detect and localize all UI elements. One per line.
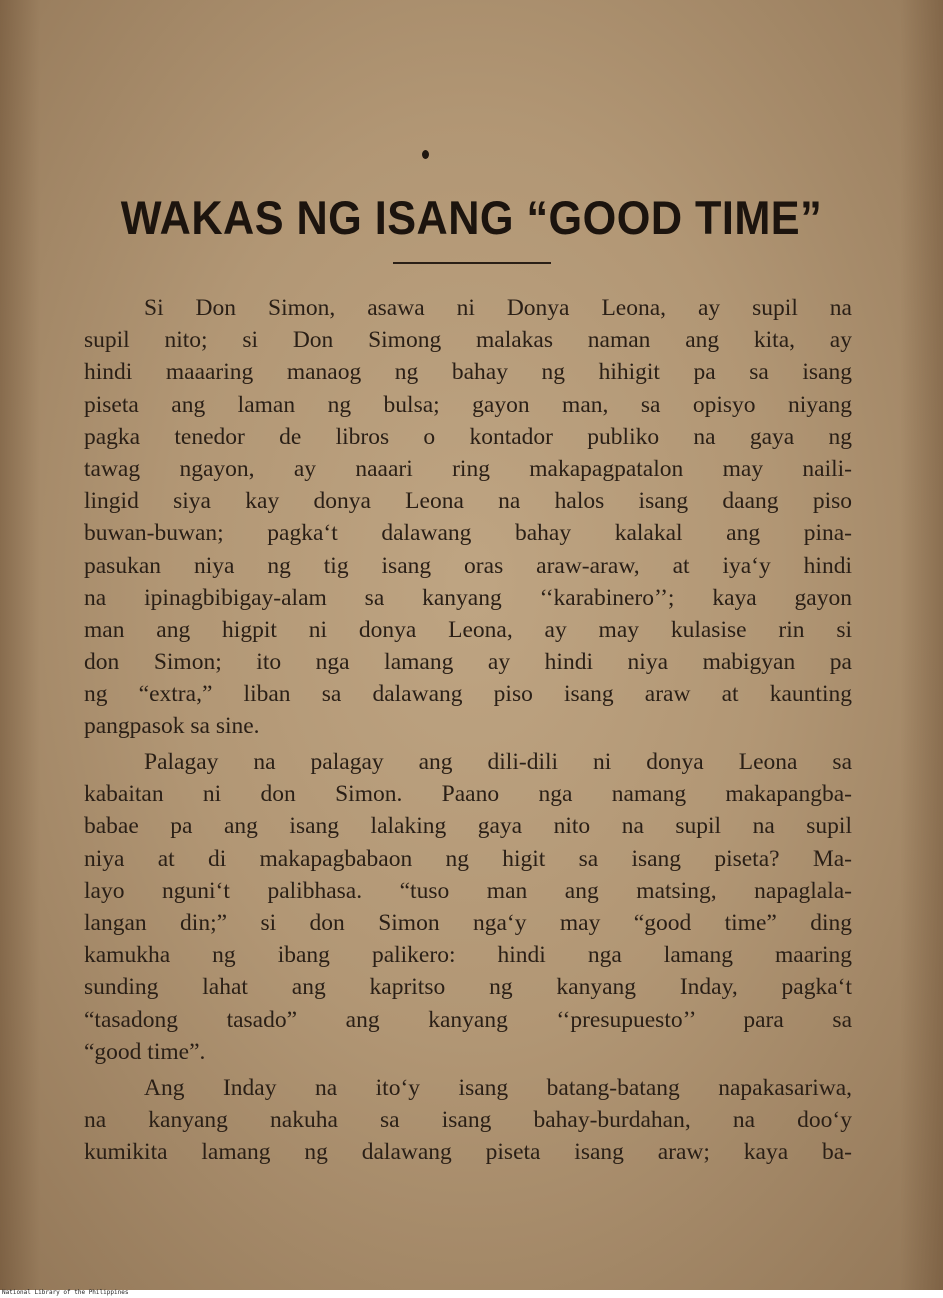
text-line: piseta ang laman ng bulsa; gayon man, sa opisyo niyang: [84, 391, 852, 418]
text-line: na ipinagbibigay-alam sa kanyang ‘‘karabinero’’; kaya gayon: [84, 584, 852, 611]
paragraph-1: [84, 292, 852, 743]
text-line: pangpasok sa sine.: [84, 713, 260, 740]
ornament-dot: [422, 150, 429, 159]
paragraph-2: [84, 746, 852, 1068]
text-line: “tasadong tasado” ang kanyang ‘‘presupuesto’’ para sa: [84, 1006, 852, 1033]
text-line: pasukan niya ng tig isang oras araw-araw, at iya‘y hindi: [84, 552, 852, 579]
text-line: don Simon; ito nga lamang ay hindi niya mabigyan pa: [84, 649, 852, 676]
text-line: Si Don Simon, asawa ni Donya Leona, ay supil na: [144, 295, 852, 321]
text-line: babae pa ang isang lalaking gaya nito na supil na supil: [84, 813, 852, 840]
text-line: Ang Inday na ito‘y isang batang-batang napakasariwa,: [144, 1075, 852, 1101]
text-line: “good time”.: [84, 1038, 206, 1065]
footer-credit: National Library of the Philippines: [2, 1289, 129, 1296]
text-line: layo nguni‘t palibhasa. “tuso man ang matsing, napaglala-: [84, 877, 852, 904]
text-line: kumikita lamang ng dalawang piseta isang araw; kaya ba-: [84, 1139, 852, 1166]
text-line: man ang higpit ni donya Leona, ay may kulasise rin si: [84, 616, 852, 643]
text-line: buwan-buwan; pagka‘t dalawang bahay kalakal ang pina-: [84, 520, 852, 547]
text-line: kabaitan ni don Simon. Paano nga namang makapangba-: [84, 781, 852, 808]
text-line: supil nito; si Don Simong malakas naman ang kita, ay: [84, 327, 852, 354]
text-line: hindi maaaring manaog ng bahay ng hihigit pa sa isang: [84, 359, 852, 386]
title-underline: [393, 262, 551, 264]
paragraph-3: [84, 1072, 852, 1169]
text-line: tawag ngayon, ay naaari ring makapagpatalon may naili-: [84, 455, 852, 482]
text-line: kamukha ng ibang palikero: hindi nga lamang maaring: [84, 942, 852, 969]
text-line: ng “extra,” liban sa dalawang piso isang araw at kaunting: [84, 681, 852, 708]
text-line: pagka tenedor de libros o kontador publiko na gaya ng: [84, 423, 852, 450]
text-line: niya at di makapagbabaon ng higit sa isang piseta? Ma-: [84, 845, 852, 872]
text-line: lingid siya kay donya Leona na halos isang daang piso: [84, 488, 852, 515]
text-line: na kanyang nakuha sa isang bahay-burdahan, na doo‘y: [84, 1107, 852, 1134]
text-line: langan din;” si don Simon nga‘y may “good time” ding: [84, 909, 852, 936]
chapter-title: WAKAS NG ISANG “GOOD TIME”: [120, 191, 823, 244]
library-footer: [0, 1290, 943, 1298]
text-line: Palagay na palagay ang dili-dili ni donya Leona sa: [144, 749, 852, 775]
text-line: sunding lahat ang kapritso ng kanyang Inday, pagka‘t: [84, 974, 852, 1001]
